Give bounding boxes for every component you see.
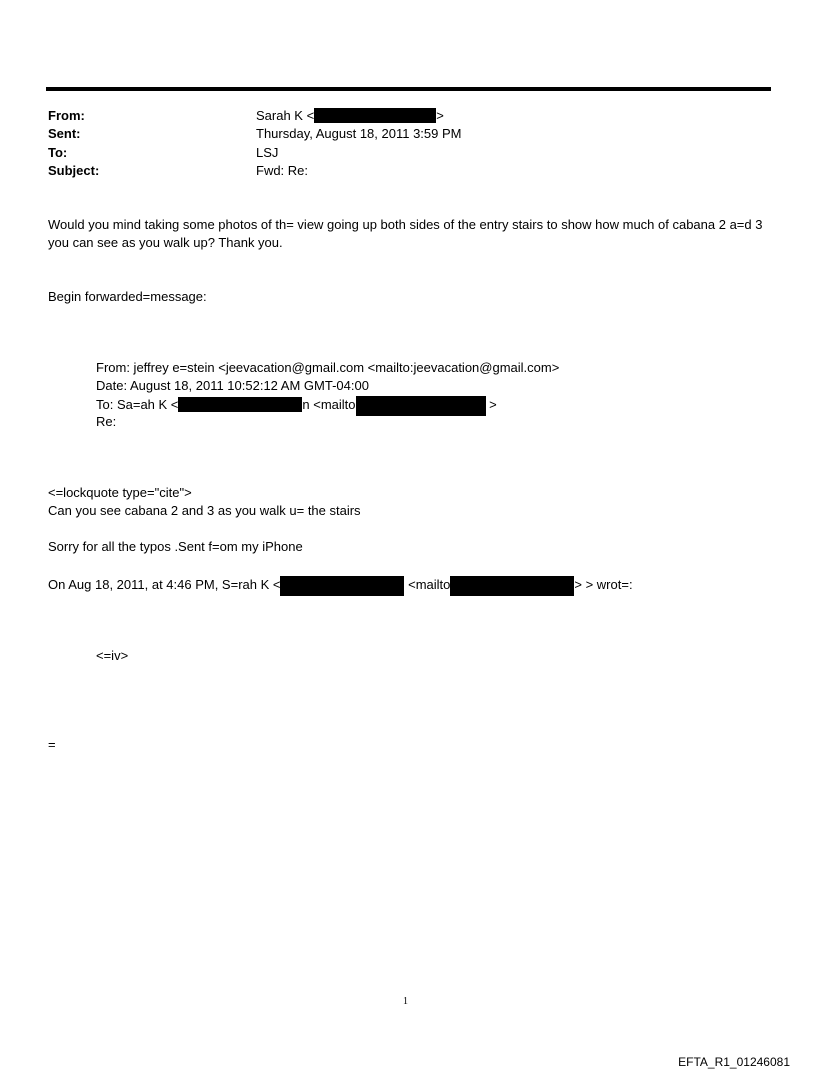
body-paragraph: Would you mind taking some photos of th= view going up both sides of the entry stairs to show how much of cabana 2 a=d 3 you can see as you walk up? Thank you. bbox=[48, 217, 763, 250]
redaction-box bbox=[314, 108, 436, 123]
fwd-to-line bbox=[96, 396, 497, 416]
header-rule bbox=[46, 87, 771, 91]
page-number: 1 bbox=[403, 996, 408, 1007]
equals-line: = bbox=[48, 737, 56, 752]
fwd-to-mid: n <mailto bbox=[302, 397, 356, 412]
from-name: Sarah K < bbox=[256, 108, 315, 123]
subject-value: Fwd: Re: bbox=[256, 163, 309, 178]
from-label: From: bbox=[48, 108, 85, 123]
on-line bbox=[48, 576, 633, 596]
on-mid: <mailto bbox=[408, 577, 451, 592]
to-label: To: bbox=[48, 145, 68, 160]
redaction-box bbox=[450, 576, 574, 596]
from-close: > bbox=[436, 108, 444, 123]
sent-value: Thursday, August 18, 2011 3:59 PM bbox=[256, 126, 462, 141]
typos-line: Sorry for all the typos .Sent f=om my iPhone bbox=[48, 539, 303, 554]
redaction-box bbox=[356, 396, 486, 416]
sent-label: Sent: bbox=[48, 126, 81, 141]
fwd-to-prefix: To: Sa=ah K < bbox=[96, 397, 179, 412]
to-value: LSJ bbox=[256, 145, 279, 160]
redaction-box bbox=[178, 397, 302, 412]
on-prefix: On Aug 18, 2011, at 4:46 PM, S=rah K < bbox=[48, 577, 281, 592]
fwd-from-line: From: jeffrey e=stein <jeevacation@gmail.com <mailto:jeevacation@gmail.com> bbox=[96, 360, 560, 375]
from-value bbox=[256, 108, 444, 123]
forward-line: Begin forwarded=message: bbox=[48, 289, 207, 304]
subject-label: Subject: bbox=[48, 163, 100, 178]
question-line: Can you see cabana 2 and 3 as you walk u= the stairs bbox=[48, 503, 361, 518]
div-tag-line: <=iv> bbox=[96, 648, 129, 663]
fwd-date-line: Date: August 18, 2011 10:52:12 AM GMT-04:00 bbox=[96, 378, 369, 393]
document-id: EFTA_R1_01246081 bbox=[678, 1055, 790, 1069]
blockquote-line: <=lockquote type="cite"> bbox=[48, 485, 192, 500]
fwd-re-line: Re: bbox=[96, 414, 117, 429]
fwd-to-suffix: > bbox=[489, 397, 497, 412]
on-suffix: > > wrot=: bbox=[574, 577, 633, 592]
redaction-box bbox=[280, 576, 404, 596]
